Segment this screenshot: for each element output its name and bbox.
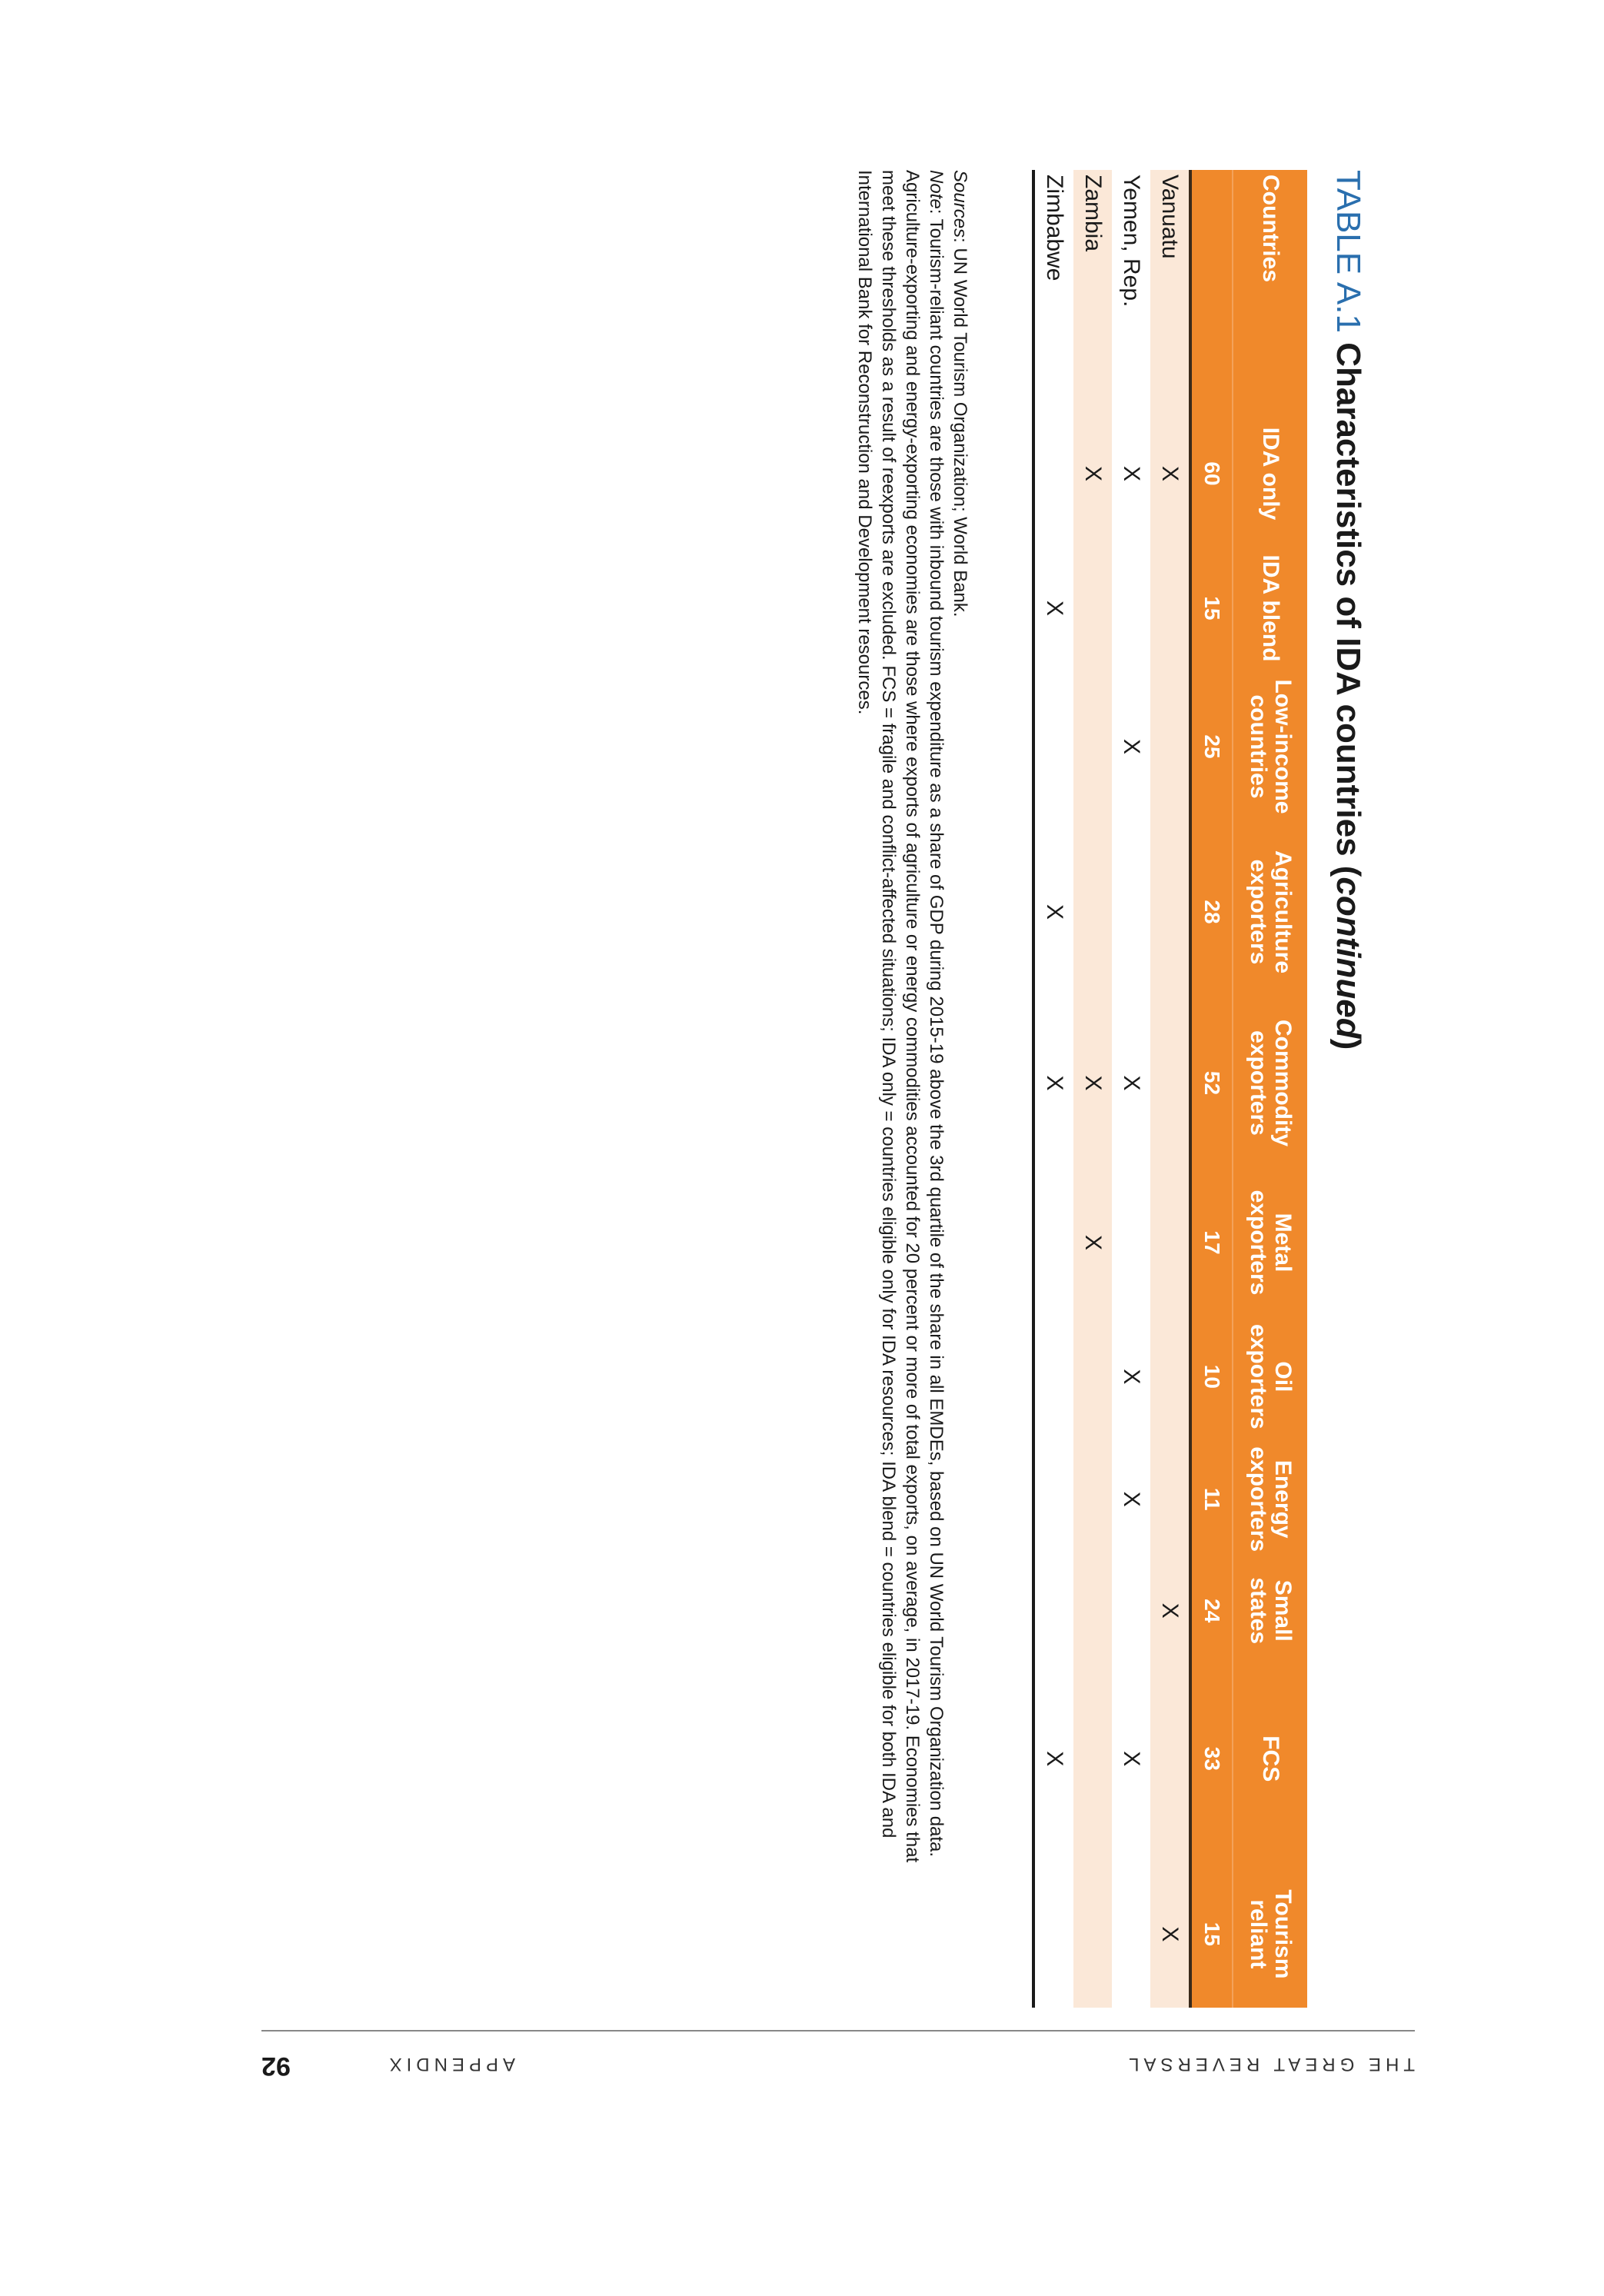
table-cell [1150, 824, 1190, 1000]
table-cell [1112, 1861, 1150, 2008]
note-label: Note [926, 170, 947, 209]
table-cell [1150, 1166, 1190, 1319]
table-cell [1150, 1434, 1190, 1565]
sources-note [948, 170, 972, 1908]
table-cell: X [1150, 1565, 1190, 1657]
table-cell: X [1119, 465, 1144, 481]
sources-label: Sources [950, 170, 970, 238]
general-note [853, 170, 948, 1908]
count-cell: 17 [1190, 1166, 1233, 1319]
column-header: Oil exporters [1233, 1319, 1307, 1434]
table-row [1112, 170, 1150, 2008]
running-footer [261, 2030, 1415, 2091]
column-header: Countries [1233, 170, 1307, 401]
note-text: : Tourism-reliant countries are those with inbound tourism expenditure as a share of GDP during 2015-19 above the 3rd quartile of the share in all EMDEs, based on UN World Tourism Organization data. Agriculture-exporting and energy-exporting economies are those where exports of agriculture or energy commodities accounted for 20 percent or more of total exports, on average, in 2017-19. Economies that meet these thresholds as a result of reexports are excluded. FCS = fragile and conflict-affected situations; IDA only = countries eligible only for IDA resources; IDA blend = countries eligible for both IDA and International Bank for Reconstruction and Development resources. [854, 170, 947, 1863]
table-footnote [853, 170, 972, 1908]
table-cell [1112, 1166, 1150, 1319]
count-cell: 33 [1190, 1657, 1233, 1861]
table-cell [1033, 670, 1073, 824]
table-cell [1073, 1434, 1112, 1565]
table-count-row [1190, 170, 1233, 2008]
table-cell: X [1150, 1861, 1190, 2008]
book-title: THE GREAT REVERSAL [1124, 2054, 1415, 2075]
table-title-continued: continued [1329, 877, 1367, 1039]
table-cell [1073, 1861, 1112, 2008]
table-cell [1073, 547, 1112, 670]
table-cell: X [1119, 738, 1144, 754]
count-cell [1190, 170, 1233, 401]
country-cell: Vanuatu [1150, 170, 1190, 401]
column-header: Low-income countries [1233, 670, 1307, 824]
column-header: Tourism reliant [1233, 1861, 1307, 2008]
table-cell: X [1119, 1491, 1144, 1507]
table-cell: X [1033, 1000, 1073, 1166]
count-cell: 52 [1190, 1000, 1233, 1166]
table-cell [1150, 1000, 1190, 1166]
table-title [1329, 170, 1367, 1050]
table-cell [1112, 547, 1150, 670]
count-cell: 24 [1190, 1565, 1233, 1657]
table-cell [1150, 547, 1190, 670]
ida-characteristics-table [1032, 170, 1307, 2008]
table-title-text: Characteristics of IDA countries ( [1329, 342, 1367, 877]
table-cell: X [1119, 1075, 1144, 1091]
table-cell [1073, 824, 1112, 1000]
column-header: Small states [1233, 1565, 1307, 1657]
table-cell [1112, 824, 1150, 1000]
table-cell: X [1073, 1166, 1112, 1319]
column-header: IDA blend [1233, 547, 1307, 670]
table-row [1150, 170, 1190, 2008]
column-header: Agriculture exporters [1233, 824, 1307, 1000]
page-number: 92 [261, 2051, 291, 2081]
table-cell: X [1073, 401, 1112, 547]
count-cell: 10 [1190, 1319, 1233, 1434]
rotated-page-content [603, 170, 1372, 2031]
column-header: FCS [1233, 1657, 1307, 1861]
country-cell: Zimbabwe [1033, 170, 1073, 401]
table-cell [1033, 1861, 1073, 2008]
table-cell: X [1119, 1751, 1144, 1767]
table-cell [1033, 1166, 1073, 1319]
table-cell [1033, 401, 1073, 547]
country-cell: Zambia [1073, 170, 1112, 401]
footer-rule [261, 2030, 1415, 2031]
table-cell [1073, 1319, 1112, 1434]
table-cell: X [1073, 1000, 1112, 1166]
table-cell: X [1119, 1369, 1144, 1385]
count-cell: 25 [1190, 670, 1233, 824]
table-cell [1073, 1565, 1112, 1657]
column-header: Metal exporters [1233, 1166, 1307, 1319]
column-header: Commodity exporters [1233, 1000, 1307, 1166]
table-cell: X [1033, 547, 1073, 670]
count-cell: 28 [1190, 824, 1233, 1000]
table-header-row [1233, 170, 1307, 2008]
table-cell [1073, 670, 1112, 824]
country-cell: Yemen, Rep. [1119, 175, 1144, 308]
table-cell: X [1150, 401, 1190, 547]
column-header: Energy exporters [1233, 1434, 1307, 1565]
table-cell [1112, 1565, 1150, 1657]
table-cell [1073, 1657, 1112, 1861]
count-cell: 15 [1190, 1861, 1233, 2008]
table-number: TABLE A.1 [1329, 170, 1367, 333]
table-row [1033, 170, 1073, 2008]
section-name: APPENDIX [384, 2054, 515, 2075]
table-cell: X [1033, 1657, 1073, 1861]
column-header: IDA only [1233, 401, 1307, 547]
table-cell [1150, 670, 1190, 824]
table-cell [1150, 1319, 1190, 1434]
count-cell: 15 [1190, 547, 1233, 670]
count-cell: 60 [1190, 401, 1233, 547]
count-cell: 11 [1190, 1434, 1233, 1565]
table-title-close: ) [1329, 1038, 1367, 1050]
table-row [1073, 170, 1112, 2008]
sources-text: : UN World Tourism Organization; World Bank. [950, 238, 970, 617]
table-cell [1033, 1319, 1073, 1434]
table-cell [1033, 1565, 1073, 1657]
table-cell: X [1033, 824, 1073, 1000]
table-cell [1033, 1434, 1073, 1565]
table-cell [1150, 1657, 1190, 1861]
